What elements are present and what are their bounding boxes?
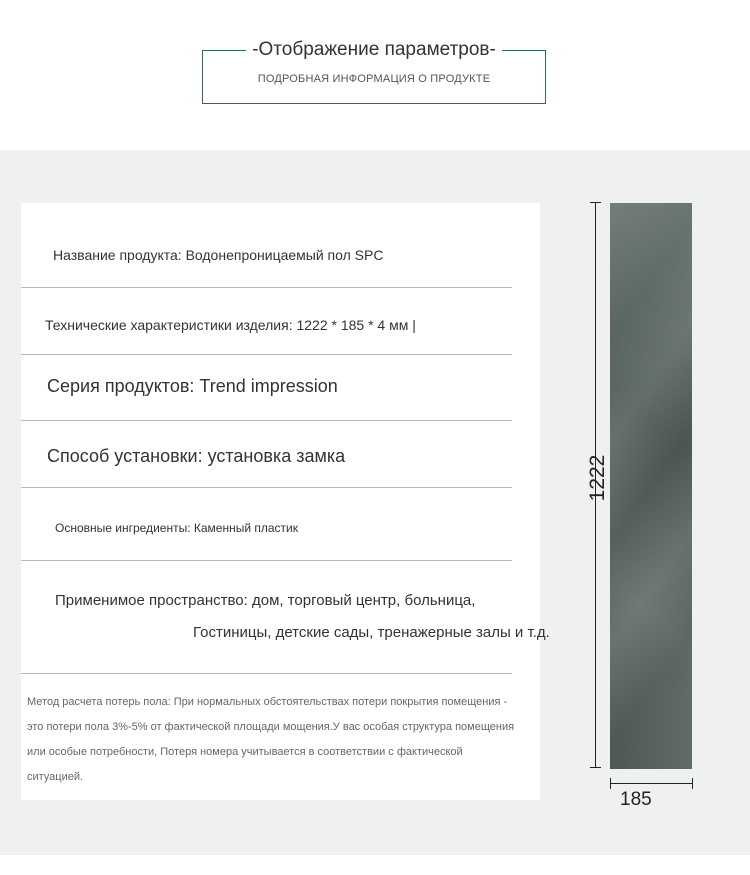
width-dimension-cap-left	[610, 778, 611, 789]
spec-row-ingredients	[21, 487, 512, 561]
spec-name: Название продукта: Водонепроницаемый пол SPC	[53, 247, 384, 263]
header-title: -Отображение параметров-	[246, 39, 502, 60]
header	[202, 39, 546, 104]
loss-calculation-note: Метод расчета потерь пола: При нормальных обстоятельствах потери покрытия помещения - это потери пола 3%-5% от фактической площади мощения.У вас особая структура помещения или особые потребности, Потеря номера учитывается в соответствии с фактической ситуацией.	[27, 696, 515, 783]
spec-row-install	[21, 420, 512, 488]
spec-row-space	[21, 560, 550, 674]
width-dimension-line	[610, 783, 693, 784]
width-dimension-cap-right	[692, 778, 693, 789]
spec-dimensions: Технические характеристики изделия: 1222 * 185 * 4 мм |	[45, 317, 416, 333]
spec-row-dimensions	[21, 287, 512, 355]
width-label: 185	[620, 789, 652, 810]
spec-ingredients: Основные ингредиенты: Каменный пластик	[55, 521, 298, 535]
plank-illustration	[580, 200, 710, 820]
spec-series: Серия продуктов: Trend impression	[47, 376, 338, 396]
length-label: 1222	[586, 454, 609, 502]
plank-image	[610, 203, 692, 769]
spec-install: Способ установки: установка замка	[47, 446, 346, 466]
spec-space-line1: Применимое пространство: дом, торговый центр, больница,	[55, 592, 476, 609]
header-subtitle: ПОДРОБНАЯ ИНФОРМАЦИЯ О ПРОДУКТЕ	[257, 73, 491, 85]
length-dimension-cap-bottom	[590, 767, 601, 768]
spec-row-name	[21, 203, 512, 288]
length-dimension-cap-top	[590, 202, 601, 203]
spec-row-series	[21, 354, 512, 421]
spec-space-line2: Гостиницы, детские сады, тренажерные залы и т.д.	[193, 624, 550, 641]
